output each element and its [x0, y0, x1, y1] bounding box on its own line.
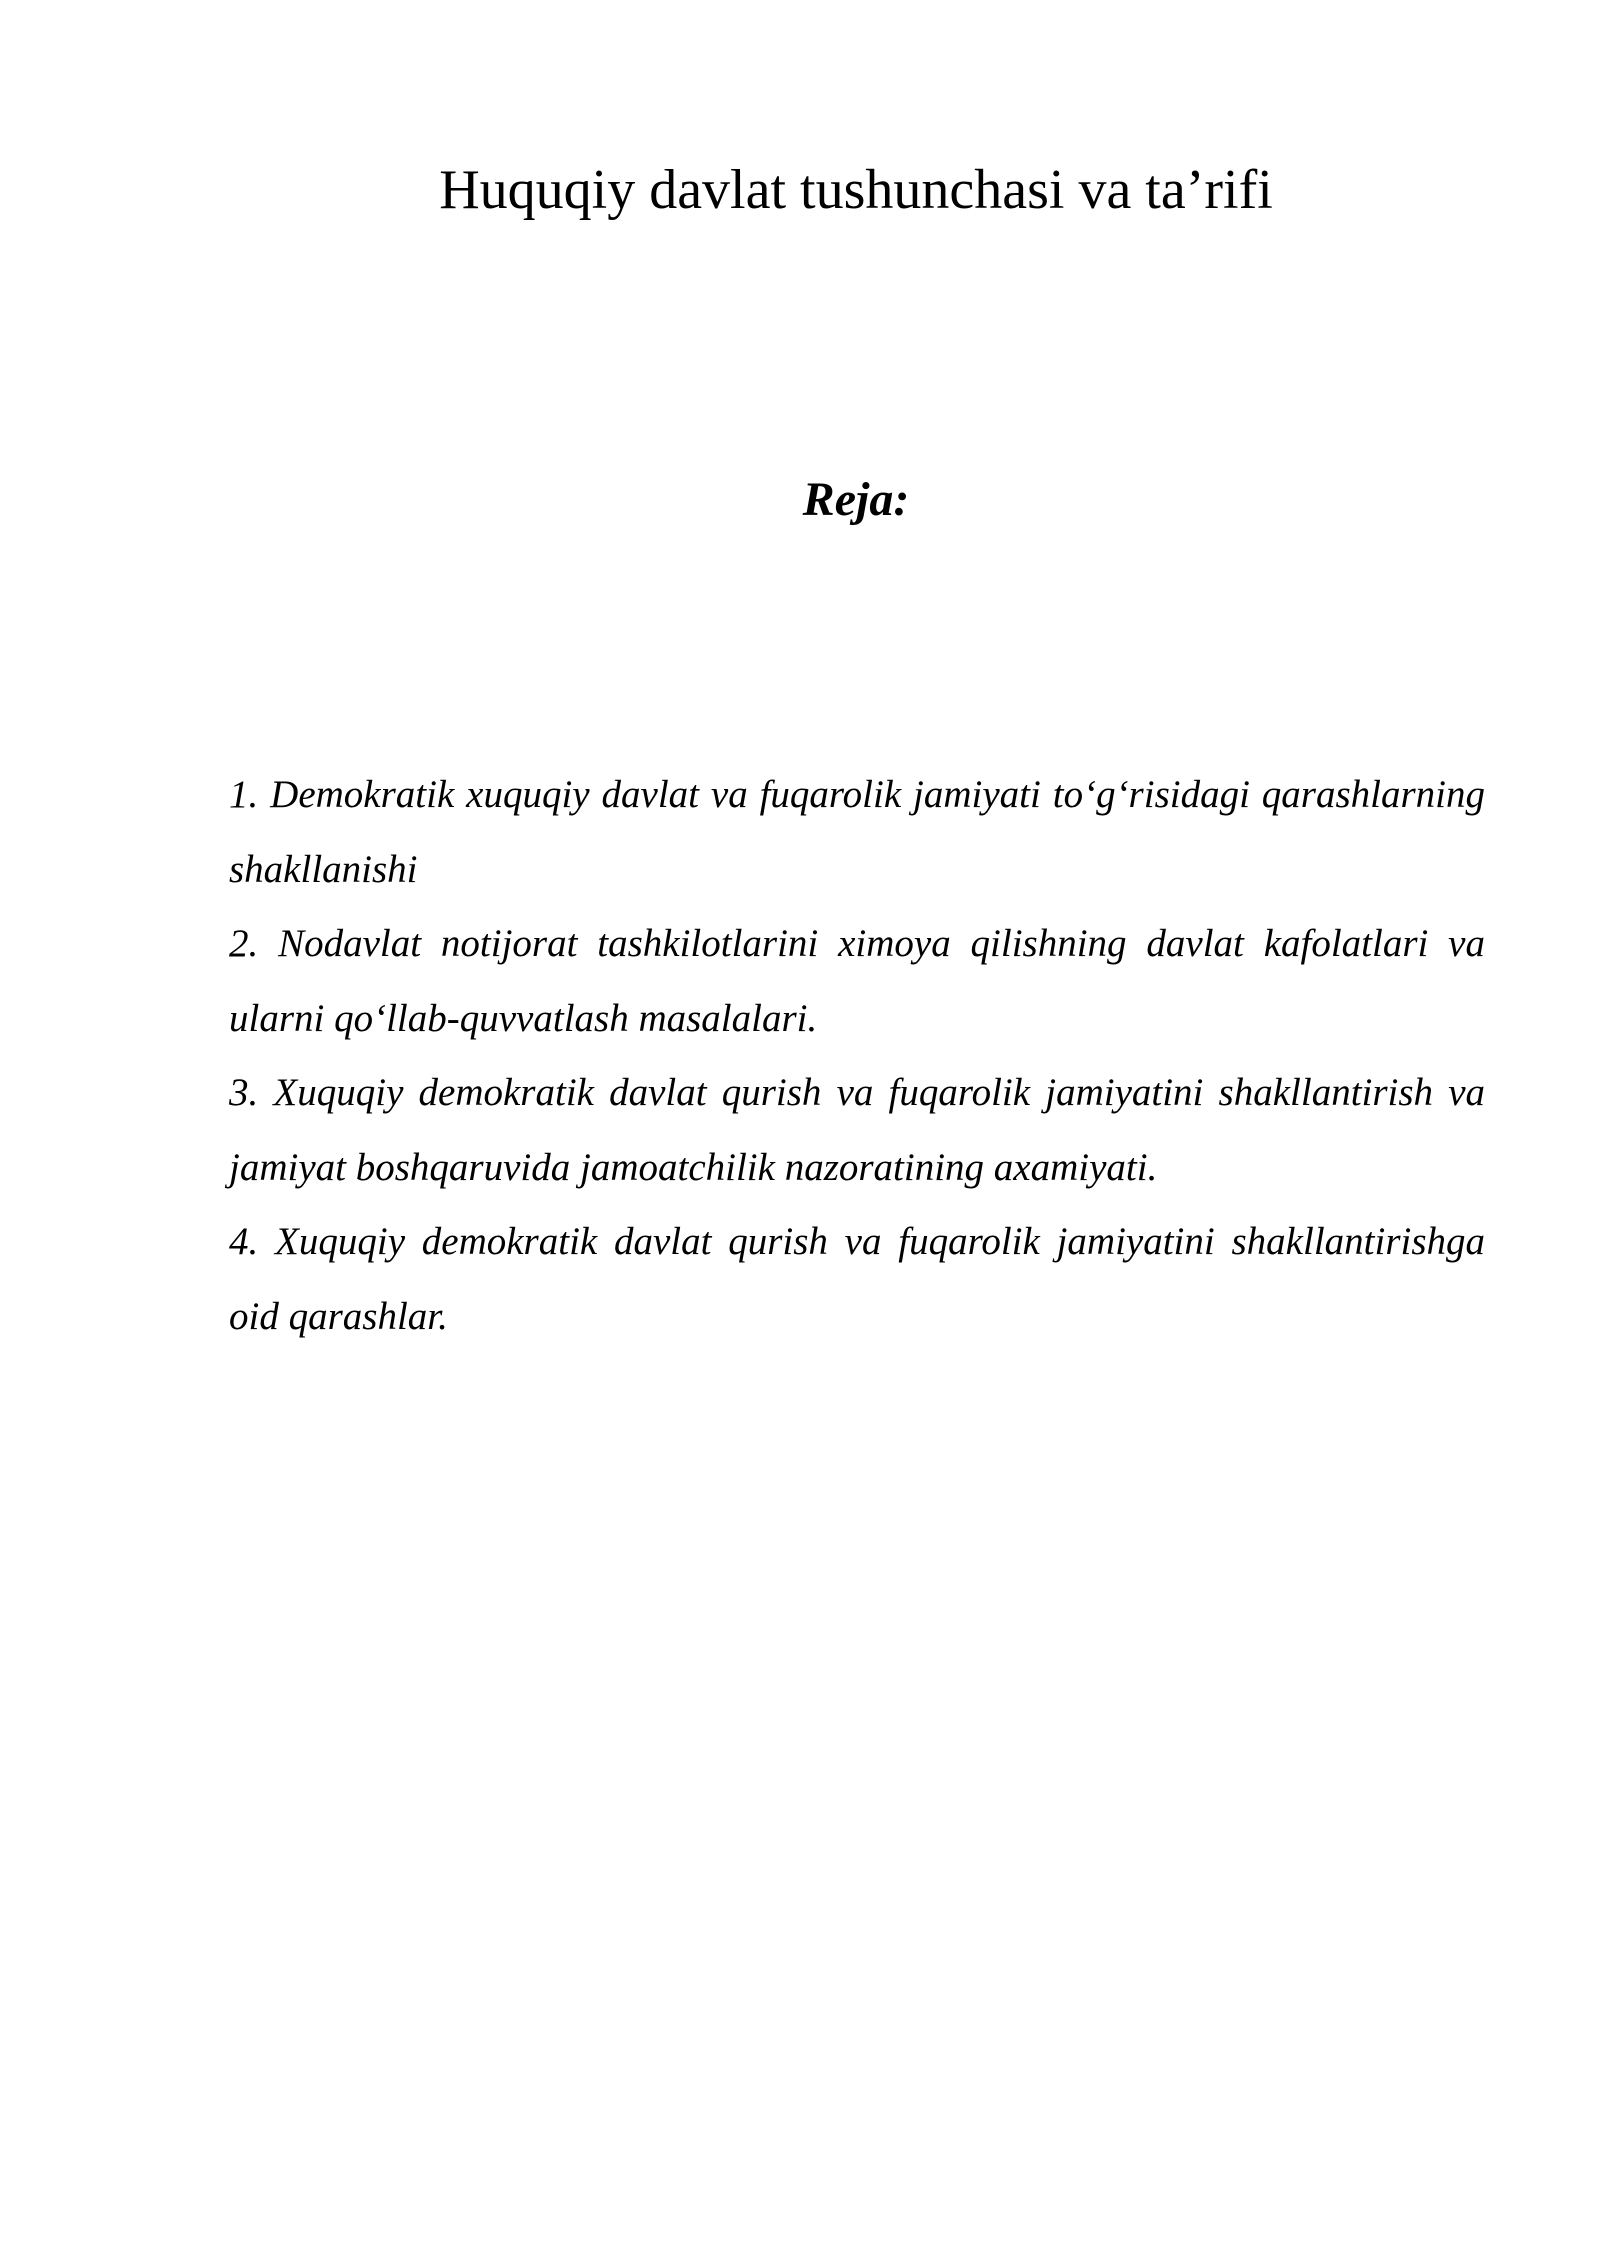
- plan-item-text: Xuquqiy demokratik davlat qurish va fuqarolik jamiyatini shakllantirishga oid qarashlar.: [229, 1220, 1486, 1338]
- document-title: Huquqiy davlat tushunchasi va ta’rifi: [439, 159, 1273, 221]
- plan-list: [229, 758, 1485, 1354]
- plan-item: [229, 1056, 1485, 1205]
- plan-item: [229, 907, 1485, 1056]
- plan-item-text: Demokratik xuquqiy davlat va fuqarolik jamiyati to‘g‘risidagi qarashlarning shakllanishi: [229, 773, 1486, 891]
- plan-item-number: 2.: [229, 922, 259, 965]
- plan-item-number: 4.: [229, 1220, 259, 1263]
- plan-item-number: 1.: [229, 773, 259, 816]
- plan-item-text: Xuquqiy demokratik davlat qurish va fuqarolik jamiyatini shakllantirish va jamiyat boshqaruvida jamoatchilik nazoratining axamiyati.: [229, 1071, 1486, 1189]
- plan-item: [229, 758, 1485, 907]
- plan-item-text: Nodavlat notijorat tashkilotlarini ximoya qilishning davlat kafolatlari va ularni qo‘llab-quvvatlash masalalari.: [229, 922, 1485, 1040]
- plan-item-number: 3.: [229, 1071, 259, 1114]
- plan-item: [229, 1205, 1485, 1354]
- plan-heading: Reja:: [802, 473, 910, 526]
